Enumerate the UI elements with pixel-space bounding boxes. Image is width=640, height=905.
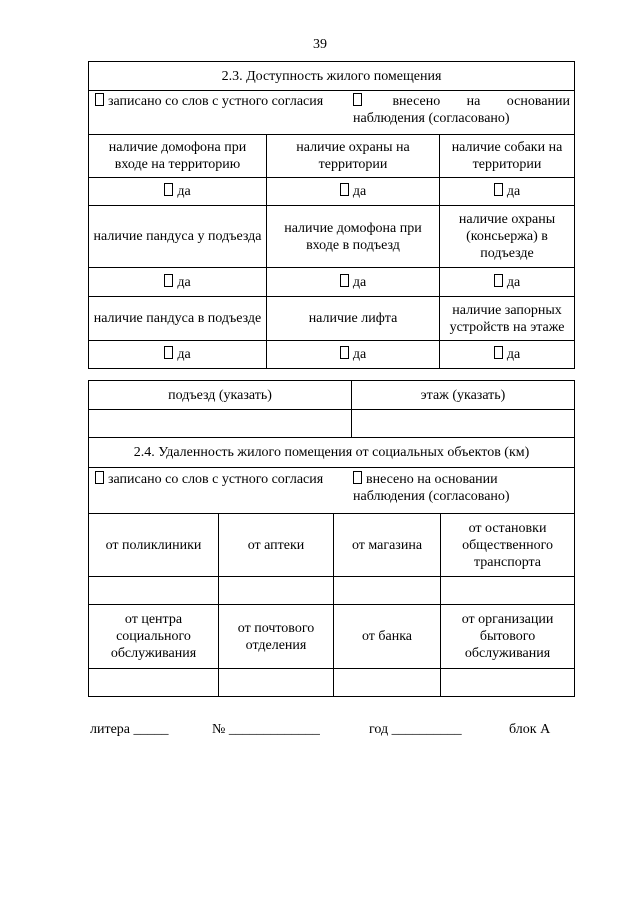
entrance-input[interactable] — [89, 410, 352, 438]
yes-label: да — [177, 347, 191, 362]
distance-input[interactable] — [219, 669, 334, 697]
checkbox[interactable] — [340, 183, 349, 196]
block-label: блок А — [509, 722, 551, 737]
entrance-label: подъезд (указать) — [89, 381, 352, 410]
criterion-cell: наличие охраны (консьержа) в подъезде — [440, 206, 575, 268]
source-options-row — [89, 91, 575, 135]
criterion-cell: наличие домофона при входе в подъезд — [267, 206, 440, 268]
yes-checkbox-cell[interactable] — [267, 268, 440, 297]
option-observation[interactable] — [353, 93, 572, 127]
option-oral-consent-label: записано со слов с устного согласия — [108, 93, 324, 109]
checkbox[interactable] — [494, 274, 503, 287]
floor-input[interactable] — [352, 410, 575, 438]
litera-field[interactable]: литера _____ — [90, 722, 169, 737]
section-2-3-table — [88, 61, 575, 369]
page-number: 39 — [313, 37, 327, 52]
distance-input[interactable] — [441, 669, 575, 697]
yes-label: да — [352, 347, 367, 362]
option-observation-line2: наблюдения (согласовано) — [353, 488, 510, 504]
yes-label: да — [506, 347, 521, 362]
distance-input[interactable] — [334, 577, 441, 605]
criterion-cell: наличие домофона при входе на территорию — [89, 135, 267, 178]
yes-label: да — [352, 274, 367, 290]
distance-label-cell: от остановки общественного транспорта — [441, 514, 575, 577]
year-field[interactable]: год __________ — [369, 722, 462, 737]
yes-checkbox-cell[interactable] — [267, 341, 440, 369]
checkbox[interactable] — [353, 93, 362, 106]
option-observation-line1: внесено на основании — [366, 471, 498, 487]
yes-checkbox-cell[interactable] — [89, 178, 267, 206]
distance-input[interactable] — [334, 669, 441, 697]
criterion-cell: наличие лифта — [267, 297, 440, 341]
yes-checkbox-cell[interactable] — [440, 178, 575, 206]
footer-fields — [0, 722, 640, 740]
distance-label-cell: от магазина — [334, 514, 441, 577]
entrance-floor-table — [88, 380, 575, 438]
criterion-cell: наличие пандуса в подъезде — [89, 297, 267, 341]
checkbox[interactable] — [494, 183, 503, 196]
criterion-cell: наличие охраны на территории — [267, 135, 440, 178]
yes-label: да — [506, 184, 521, 199]
criterion-cell: наличие собаки на территории — [440, 135, 575, 178]
yes-label: да — [177, 274, 191, 290]
checkbox[interactable] — [95, 471, 104, 484]
distance-input[interactable] — [89, 669, 219, 697]
yes-label: да — [177, 184, 191, 199]
distance-label-cell: от центра социального обслуживания — [89, 605, 219, 669]
option-observation-line2: наблюдения (согласовано) — [353, 110, 510, 126]
option-observation-word2: на — [466, 93, 481, 109]
yes-checkbox-cell[interactable] — [440, 341, 575, 369]
yes-label: да — [352, 184, 367, 199]
checkbox[interactable] — [95, 93, 104, 106]
checkbox[interactable] — [340, 274, 349, 287]
section-2-4-title: 2.4. Удаленность жилого помещения от социальных объектов (км) — [89, 438, 575, 468]
distance-input[interactable] — [441, 577, 575, 605]
option-oral-consent[interactable] — [95, 93, 353, 110]
option-observation-word1: внесено — [392, 93, 441, 109]
criterion-cell: наличие пандуса у подъезда — [89, 206, 267, 268]
checkbox[interactable] — [494, 346, 503, 359]
source-options-row — [89, 468, 575, 514]
number-field[interactable]: № _____________ — [212, 722, 320, 737]
yes-checkbox-cell[interactable] — [267, 178, 440, 206]
checkbox[interactable] — [164, 183, 173, 196]
yes-label: да — [506, 274, 521, 290]
checkbox[interactable] — [164, 346, 173, 359]
section-2-4-table — [88, 437, 575, 697]
distance-label-cell: от организации бытового обслуживания — [441, 605, 575, 669]
option-oral-consent-label: записано со слов с устного согласия — [108, 471, 324, 487]
yes-checkbox-cell[interactable] — [440, 268, 575, 297]
criterion-cell: наличие запорных устройств на этаже — [440, 297, 575, 341]
distance-input[interactable] — [219, 577, 334, 605]
checkbox[interactable] — [164, 274, 173, 287]
option-observation[interactable] — [353, 471, 572, 505]
option-observation-word3: основании — [506, 93, 570, 109]
yes-checkbox-cell[interactable] — [89, 268, 267, 297]
distance-label-cell: от аптеки — [219, 514, 334, 577]
section-2-3-title: 2.3. Доступность жилого помещения — [89, 62, 575, 91]
distance-label-cell: от банка — [334, 605, 441, 669]
checkbox[interactable] — [340, 346, 349, 359]
distance-label-cell: от поликлиники — [89, 514, 219, 577]
checkbox[interactable] — [353, 471, 362, 484]
yes-checkbox-cell[interactable] — [89, 341, 267, 369]
option-oral-consent[interactable] — [95, 471, 353, 488]
distance-input[interactable] — [89, 577, 219, 605]
distance-label-cell: от почтового отделения — [219, 605, 334, 669]
floor-label: этаж (указать) — [352, 381, 575, 410]
